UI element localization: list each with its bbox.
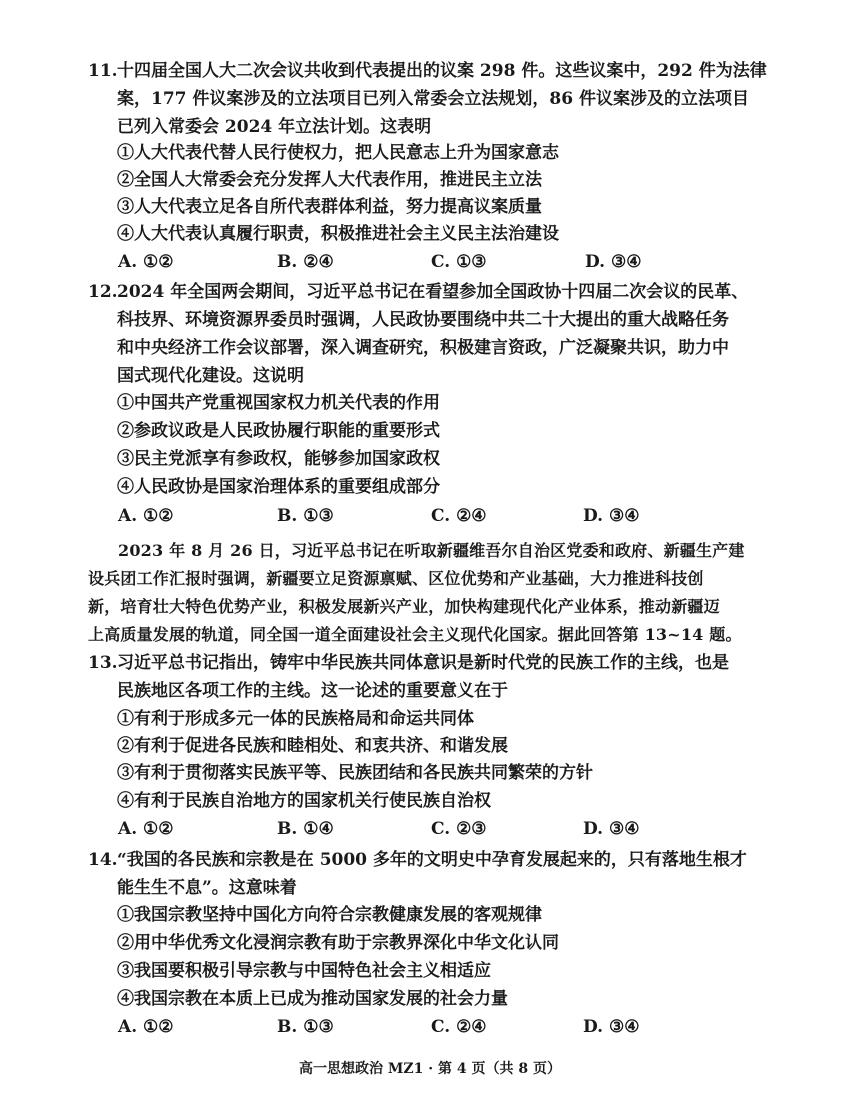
choice-b: B. ②④ bbox=[277, 252, 334, 272]
statement-option: ①人大代表代替人民行使权力，把人民意志上升为国家意志 bbox=[117, 143, 559, 163]
statement-option: ②参政议政是人民政协履行职能的重要形式 bbox=[117, 421, 440, 441]
choice-b: B. ①③ bbox=[277, 1017, 334, 1037]
passage-line: 2023 年 8 月 26 日，习近平总书记在听取新疆维吾尔自治区党委和政府、新疆生产建 bbox=[118, 541, 745, 560]
choice-c: C. ②④ bbox=[431, 1017, 487, 1037]
question-number: 13. bbox=[88, 653, 118, 673]
statement-option: ①有利于形成多元一体的民族格局和命运共同体 bbox=[117, 709, 474, 729]
choice-a: A. ①② bbox=[118, 252, 174, 272]
statement-option: ④人民政协是国家治理体系的重要组成部分 bbox=[117, 477, 440, 497]
statement-option: ②有利于促进各民族和睦相处、和衷共济、和谐发展 bbox=[117, 736, 508, 756]
question-stem-line: 能生生不息”。这意味着 bbox=[117, 878, 297, 898]
passage-line: 上高质量发展的轨道，同全国一道全面建设社会主义现代化国家。据此回答第 13~14 题。 bbox=[88, 625, 742, 644]
choice-b: B. ①④ bbox=[277, 819, 334, 839]
choice-a: A. ①② bbox=[118, 819, 174, 839]
choice-c: C. ②④ bbox=[431, 506, 487, 526]
question-stem-line: 已列入常委会 2024 年立法计划。这表明 bbox=[117, 117, 432, 137]
question-number: 14. bbox=[88, 850, 118, 870]
passage-line: 设兵团工作汇报时强调，新疆要立足资源禀赋、区位优势和产业基础，大力推进科技创 bbox=[88, 569, 704, 588]
question-stem-line: 十四届全国人大二次会议共收到代表提出的议案 298 件。这些议案中，292 件为法律 bbox=[117, 61, 767, 81]
choice-d: D. ③④ bbox=[585, 252, 642, 272]
statement-option: ③人大代表立足各自所代表群体利益，努力提高议案质量 bbox=[117, 197, 542, 217]
choice-c: C. ②③ bbox=[431, 819, 487, 839]
page-footer: 高一思想政治 MZ1 · 第 4 页（共 8 页） bbox=[299, 1061, 561, 1077]
choice-d: D. ③④ bbox=[583, 1017, 640, 1037]
statement-option: ④我国宗教在本质上已成为推动国家发展的社会力量 bbox=[117, 989, 508, 1009]
question-stem-line: “我国的各民族和宗教是在 5000 多年的文明史中孕育发展起来的，只有落地生根才 bbox=[117, 850, 747, 870]
question-stem-line: 民族地区各项工作的主线。这一论述的重要意义在于 bbox=[117, 681, 508, 701]
choice-a: A. ①② bbox=[118, 506, 174, 526]
question-stem-line: 和中央经济工作会议部署，深入调查研究，积极建言资政，广泛凝聚共识，助力中 bbox=[117, 338, 729, 358]
choice-c: C. ①③ bbox=[431, 252, 487, 272]
question-stem-line: 案，177 件议案涉及的立法项目已列入常委会立法规划，86 件议案涉及的立法项目 bbox=[117, 89, 749, 109]
statement-option: ①中国共产党重视国家权力机关代表的作用 bbox=[117, 393, 440, 413]
question-stem-line: 2024 年全国两会期间，习近平总书记在看望参加全国政协十四届二次会议的民革、 bbox=[117, 282, 749, 302]
statement-option: ③民主党派享有参政权，能够参加国家政权 bbox=[117, 449, 440, 469]
statement-option: ③有利于贯彻落实民族平等、民族团结和各民族共同繁荣的方针 bbox=[117, 763, 593, 783]
question-number: 11. bbox=[88, 61, 118, 81]
statement-option: ③我国要积极引导宗教与中国特色社会主义相适应 bbox=[117, 961, 491, 981]
question-stem-line: 国式现代化建设。这说明 bbox=[117, 366, 304, 386]
statement-option: ④有利于民族自治地方的国家机关行使民族自治权 bbox=[117, 791, 491, 811]
choice-b: B. ①③ bbox=[277, 506, 334, 526]
statement-option: ①我国宗教坚持中国化方向符合宗教健康发展的客观规律 bbox=[117, 905, 542, 925]
choice-d: D. ③④ bbox=[583, 819, 640, 839]
choice-a: A. ①② bbox=[118, 1017, 174, 1037]
choice-d: D. ③④ bbox=[583, 506, 640, 526]
statement-option: ②用中华优秀文化浸润宗教有助于宗教界深化中华文化认同 bbox=[117, 933, 559, 953]
question-stem-line: 习近平总书记指出，铸牢中华民族共同体意识是新时代党的民族工作的主线，也是 bbox=[117, 653, 729, 673]
passage-line: 新，培育壮大特色优势产业，积极发展新兴产业，加快构建现代化产业体系，推动新疆迈 bbox=[88, 597, 720, 616]
statement-option: ④人大代表认真履行职责，积极推进社会主义民主法治建设 bbox=[117, 224, 559, 244]
statement-option: ②全国人大常委会充分发挥人大代表作用，推进民主立法 bbox=[117, 170, 542, 190]
question-number: 12. bbox=[88, 282, 118, 302]
question-stem-line: 科技界、环境资源界委员时强调，人民政协要围绕中共二十大提出的重大战略任务 bbox=[117, 310, 729, 330]
